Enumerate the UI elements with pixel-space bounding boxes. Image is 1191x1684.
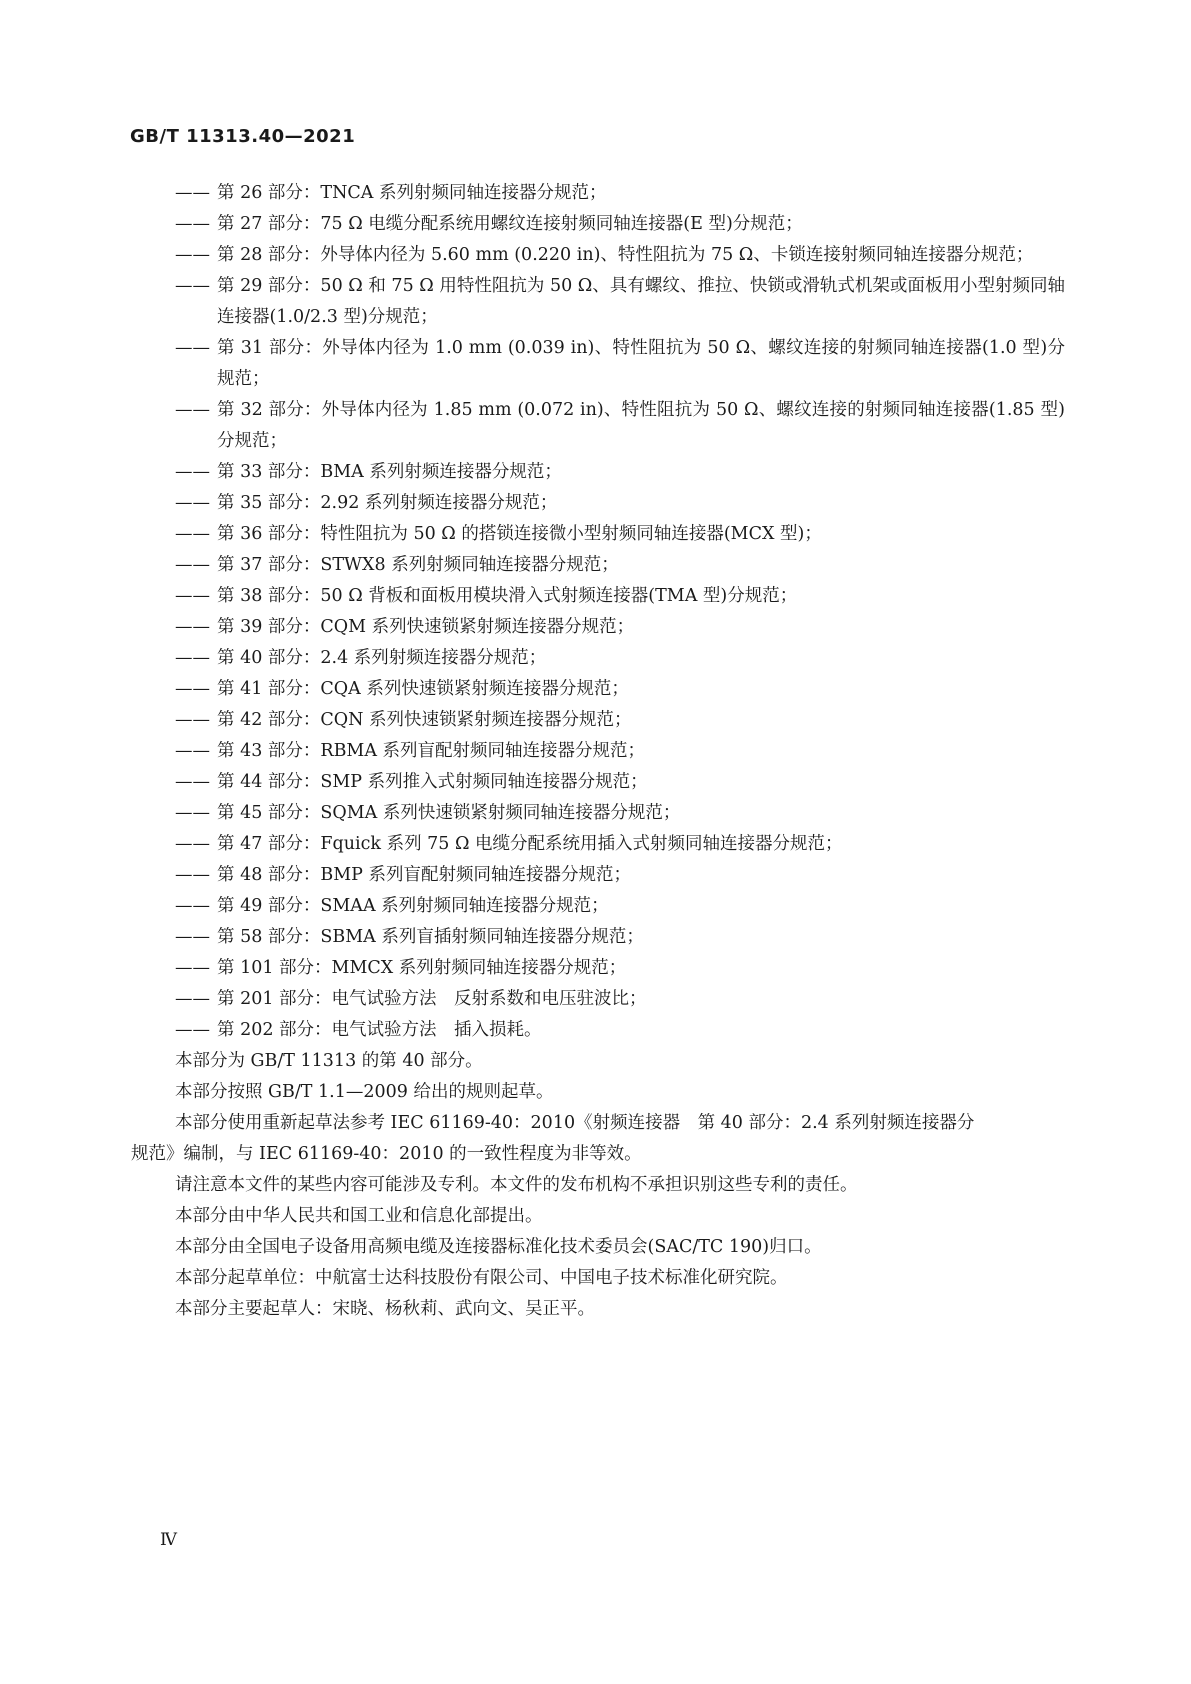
list-item: [175, 550, 1065, 581]
list-item: [175, 984, 1065, 1015]
list-dash: ——: [175, 493, 210, 513]
list-item-text: 第 31 部分：外导体内径为 1.0 mm (0.039 in)、特性阻抗为 50 Ω、螺纹连接的射频同轴连接器(1.0 型)分规范；: [217, 338, 1065, 389]
list-item: [175, 860, 1065, 891]
list-dash: ——: [175, 803, 210, 823]
list-item-text: 第 101 部分：MMCX 系列射频同轴连接器分规范；: [217, 958, 627, 978]
list-item-text: 第 32 部分：外导体内径为 1.85 mm (0.072 in)、特性阻抗为 50 Ω、螺纹连接的射频同轴连接器(1.85 型)分规范；: [217, 400, 1065, 451]
list-item: [175, 178, 1065, 209]
list-item: [175, 767, 1065, 798]
list-dash: ——: [175, 214, 210, 234]
list-item-text: 第 48 部分：BMP 系列盲配射频同轴连接器分规范；: [217, 865, 632, 885]
list-dash: ——: [175, 400, 210, 420]
list-item-text: 第 28 部分：外导体内径为 5.60 mm (0.220 in)、特性阻抗为 75 Ω、卡锁连接射频同轴连接器分规范；: [217, 245, 1034, 265]
list-dash: ——: [175, 462, 210, 482]
list-item: [175, 240, 1065, 271]
list-item: [175, 953, 1065, 984]
paragraph-technical-committee: 本部分由全国电子设备用高频电缆及连接器标准化技术委员会(SAC/TC 190)归口。: [175, 1237, 822, 1257]
list-item-text: 第 42 部分：CQN 系列快速锁紧射频连接器分规范；: [217, 710, 632, 730]
list-dash: ——: [175, 648, 210, 668]
list-item: [175, 1015, 1065, 1046]
list-item-text: 第 29 部分：50 Ω 和 75 Ω 用特性阻抗为 50 Ω、具有螺纹、推拉、快锁或滑轨式机架或面板用小型射频同轴连接器(1.0/2.3 型)分规范；: [217, 276, 1065, 327]
list-item: [175, 922, 1065, 953]
list-item: [175, 643, 1065, 674]
list-dash: ——: [175, 958, 210, 978]
list-item: [175, 736, 1065, 767]
list-item: [175, 488, 1065, 519]
list-item: [175, 519, 1065, 550]
paragraph-iec-reference-line2: 规范》编制，与 IEC 61169-40：2010 的一致性程度为非等效。: [131, 1144, 642, 1164]
list-item-text: 第 35 部分：2.92 系列射频连接器分规范；: [217, 493, 558, 513]
list-dash: ——: [175, 679, 210, 699]
list-item: [175, 395, 1065, 457]
list-item: [175, 798, 1065, 829]
list-dash: ——: [175, 555, 210, 575]
list-item: [175, 829, 1065, 860]
list-item-text: 第 33 部分：BMA 系列射频连接器分规范；: [217, 462, 562, 482]
list-item-text: 第 27 部分：75 Ω 电缆分配系统用螺纹连接射频同轴连接器(E 型)分规范；: [217, 214, 803, 234]
list-item-text: 第 37 部分：STWX8 系列射频同轴连接器分规范；: [217, 555, 619, 575]
parts-list: [175, 178, 1065, 1046]
list-item-text: 第 41 部分：CQA 系列快速锁紧射频连接器分规范；: [217, 679, 629, 699]
list-dash: ——: [175, 834, 210, 854]
list-item: [175, 271, 1065, 333]
list-dash: ——: [175, 741, 210, 761]
list-item-text: 第 201 部分：电气试验方法 反射系数和电压驻波比；: [217, 989, 647, 1009]
list-dash: ——: [175, 338, 210, 358]
list-dash: ——: [175, 276, 210, 296]
paragraph-iec-reference-line1: 本部分使用重新起草法参考 IEC 61169-40：2010《射频连接器 第 40 部分：2.4 系列射频连接器分: [175, 1113, 975, 1133]
list-dash: ——: [175, 927, 210, 947]
list-item: [175, 612, 1065, 643]
list-item-text: 第 58 部分：SBMA 系列盲插射频同轴连接器分规范；: [217, 927, 644, 947]
list-item-text: 第 45 部分：SQMA 系列快速锁紧射频同轴连接器分规范；: [217, 803, 681, 823]
list-item-text: 第 49 部分：SMAA 系列射频同轴连接器分规范；: [217, 896, 609, 916]
list-item: [175, 581, 1065, 612]
list-dash: ——: [175, 1020, 210, 1040]
list-dash: ——: [175, 245, 210, 265]
paragraph-drafting-rules: 本部分按照 GB/T 1.1—2009 给出的规则起草。: [175, 1082, 554, 1102]
list-item-text: 第 26 部分：TNCA 系列射频同轴连接器分规范；: [217, 183, 607, 203]
list-dash: ——: [175, 617, 210, 637]
paragraph-part-number: 本部分为 GB/T 11313 的第 40 部分。: [175, 1051, 483, 1071]
list-dash: ——: [175, 586, 210, 606]
list-item: [175, 333, 1065, 395]
list-item: [175, 705, 1065, 736]
list-dash: ——: [175, 896, 210, 916]
list-item-text: 第 38 部分：50 Ω 背板和面板用模块滑入式射频连接器(TMA 型)分规范；: [217, 586, 798, 606]
list-dash: ——: [175, 865, 210, 885]
paragraph-patent-notice: 请注意本文件的某些内容可能涉及专利。本文件的发布机构不承担识别这些专利的责任。: [175, 1175, 858, 1195]
page-number: Ⅳ: [160, 1530, 177, 1550]
list-item: [175, 674, 1065, 705]
list-item-text: 第 44 部分：SMP 系列推入式射频同轴连接器分规范；: [217, 772, 648, 792]
list-item: [175, 891, 1065, 922]
paragraph-drafters: 本部分主要起草人：宋晓、杨秋莉、武向文、吴正平。: [175, 1299, 595, 1319]
list-dash: ——: [175, 772, 210, 792]
list-item-text: 第 47 部分：Fquick 系列 75 Ω 电缆分配系统用插入式射频同轴连接器分规范；: [217, 834, 843, 854]
list-item: [175, 209, 1065, 240]
list-item-text: 第 36 部分：特性阻抗为 50 Ω 的搭锁连接微小型射频同轴连接器(MCX 型)；: [217, 524, 822, 544]
standard-number-header: GB/T 11313.40—2021: [130, 126, 356, 147]
list-item-text: 第 40 部分：2.4 系列射频连接器分规范；: [217, 648, 547, 668]
paragraph-drafting-units: 本部分起草单位：中航富士达科技股份有限公司、中国电子技术标准化研究院。: [175, 1268, 788, 1288]
paragraph-proposed-by: 本部分由中华人民共和国工业和信息化部提出。: [175, 1206, 543, 1226]
list-item-text: 第 202 部分：电气试验方法 插入损耗。: [217, 1020, 542, 1040]
document-body: [131, 178, 1065, 1325]
list-dash: ——: [175, 524, 210, 544]
list-item-text: 第 43 部分：RBMA 系列盲配射频同轴连接器分规范；: [217, 741, 646, 761]
list-item-text: 第 39 部分：CQM 系列快速锁紧射频连接器分规范；: [217, 617, 635, 637]
list-dash: ——: [175, 710, 210, 730]
list-dash: ——: [175, 183, 210, 203]
list-dash: ——: [175, 989, 210, 1009]
list-item: [175, 457, 1065, 488]
